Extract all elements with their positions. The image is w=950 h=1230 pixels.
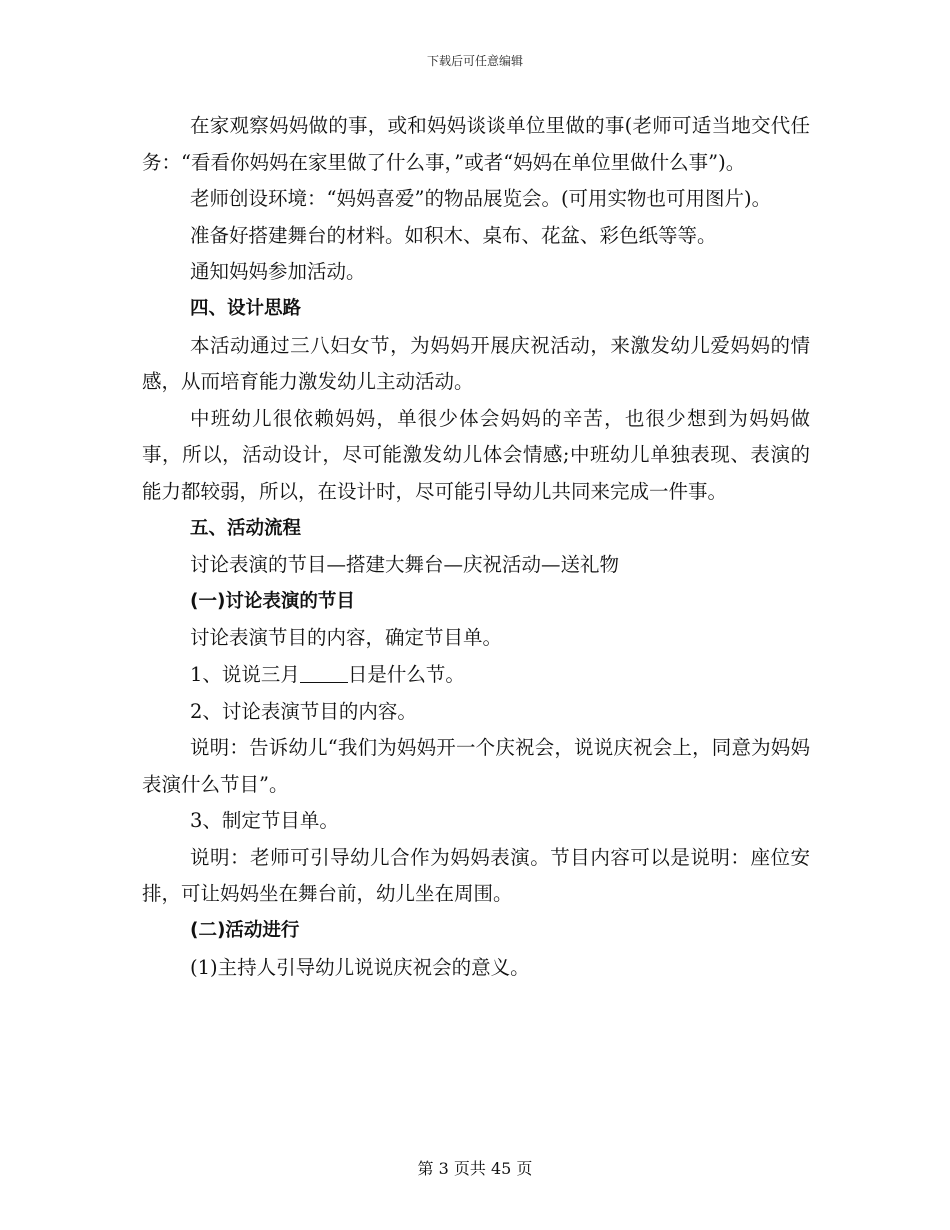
paragraph: (1)主持人引导幼儿说说庆祝会的意义。 [190,955,530,979]
subsection-heading: (二)活动进行 [190,920,300,942]
section-heading: 四、设计思路 [190,297,302,319]
section-heading: 五、活动流程 [190,517,302,539]
page-footer: 第 3 页共 45 页 [417,1159,533,1178]
paragraph: 中班幼儿很依赖妈妈，单很少体会妈妈的辛苦，也很少想到为妈妈做事，所以，活动设计，尽可能激发幼儿体会情感;中班幼儿单独表现、表演的能力都较弱，所以，在设计时，尽可能引导幼儿共同来完成一件事。 [142,406,810,503]
paragraph: 3、制定节目单。 [190,809,339,833]
paragraph: 准备好搭建舞台的材料。如积木、桌布、花盆、彩色纸等等。 [190,223,717,247]
blank-after: 日是什么节。 [347,662,465,686]
document-body [142,108,810,986]
paragraph: 说明：告诉幼儿“我们为妈妈开一个庆祝会，说说庆祝会上，同意为妈妈表演什么节目”。 [142,736,810,796]
subsection-heading: (一)讨论表演的节目 [190,590,355,612]
paragraph: 说明：老师可引导幼儿合作为妈妈表演。节目内容可以是说明：座位安排，可让妈妈坐在舞台前，幼儿坐在周围。 [142,845,810,906]
paragraph: 讨论表演节目的内容，确定节目单。 [190,626,503,650]
paragraph: 老师创设环境：“妈妈喜爱”的物品展览会。(可用实物也可用图片)。 [190,187,772,211]
paragraph: 2、讨论表演节目的内容。 [190,699,417,723]
paragraph: 通知妈妈参加活动。 [190,260,366,284]
paragraph: 讨论表演的节目—搭建大舞台—庆祝活动—送礼物 [190,553,620,577]
fill-in-blank [300,662,348,683]
paragraph-with-blank [142,657,810,694]
paragraph: 本活动通过三八妇女节，为妈妈开展庆祝活动，来激发幼儿爱妈妈的情感，从而培育能力激发幼儿主动活动。 [142,333,810,394]
paragraph: 在家观察妈妈做的事，或和妈妈谈谈单位里做的事(老师可适当地交代任务：“看看你妈妈在家里做了什么事，”或者“妈妈在单位里做什么事”)。 [142,114,810,174]
page-header: 下载后可任意编辑 [426,54,523,68]
blank-before: 1、说说三月 [190,662,300,686]
